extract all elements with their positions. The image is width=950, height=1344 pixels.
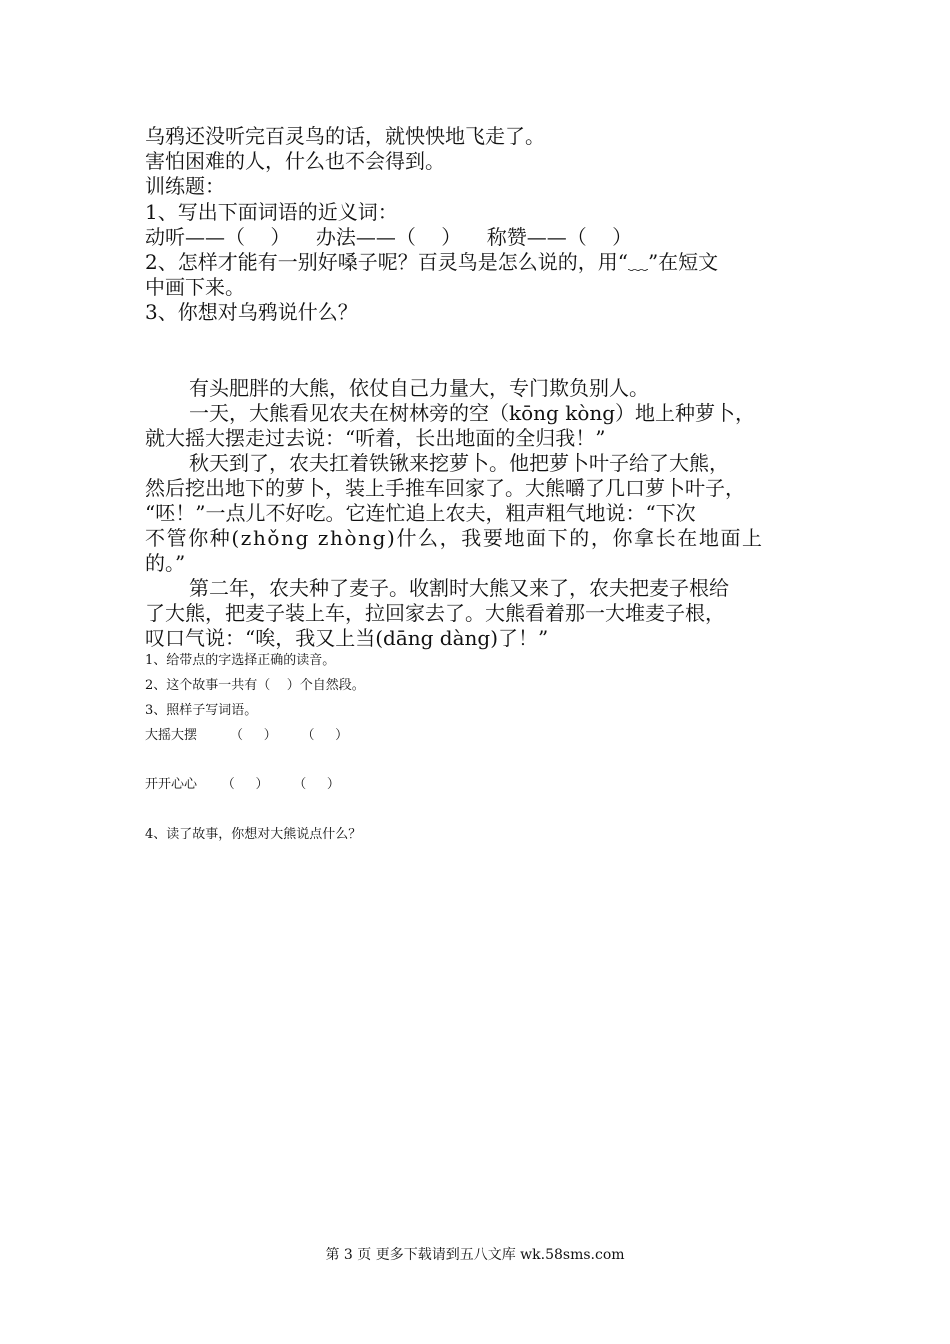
story-paragraph-3-cont: 然后挖出地下的萝卜，装上手推车回家了。大熊嚼了几口萝卜叶子， bbox=[145, 476, 745, 500]
text-line: 乌鸦还没听完百灵鸟的话，就怏怏地飞走了。 bbox=[145, 124, 545, 148]
story-paragraph-3-cont: 的。” bbox=[145, 551, 186, 575]
story-paragraph-4: 第二年，农夫种了麦子。收割时大熊又来了，农夫把麦子根给 bbox=[189, 576, 729, 600]
story-paragraph-1: 有头肥胖的大熊，依仗自己力量大，专门欺负别人。 bbox=[189, 376, 649, 400]
story-question-2: 2、这个故事一共有（ ）个自然段。 bbox=[145, 678, 365, 693]
story-question-4: 4、读了故事，你想对大熊说点什么？ bbox=[145, 827, 362, 842]
story-paragraph-2-cont: 就大摇大摆走过去说：“听着，长出地面的全归我！” bbox=[145, 426, 606, 450]
word-example-2: 开开心心 （ ） （ ） bbox=[145, 777, 340, 792]
question-2: 2、怎样才能有一别好嗓子呢？百灵鸟是怎么说的，用“﹏”在短文 bbox=[145, 250, 719, 274]
word-example-1: 大摇大摆 （ ） （ ） bbox=[145, 728, 349, 743]
text-line: 害怕困难的人，什么也不会得到。 bbox=[145, 149, 445, 173]
story-paragraph-2: 一天，大熊看见农夫在树林旁的空（kōng kòng）地上种萝卜， bbox=[189, 401, 756, 425]
story-paragraph-3-cont: 不管你种(zhǒng zhòng)什么，我要地面下的，你拿长在地面上 bbox=[145, 526, 764, 550]
page-footer: 第 3 页 更多下载请到五八文库 wk.58sms.com bbox=[325, 1247, 625, 1263]
question-1: 1、写出下面词语的近义词： bbox=[145, 200, 398, 224]
story-paragraph-4-cont: 了大熊，把麦子装上车，拉回家去了。大熊看着那一大堆麦子根， bbox=[145, 601, 725, 625]
story-question-1: 1、给带点的字选择正确的读音。 bbox=[145, 653, 336, 668]
story-paragraph-4-cont: 叹口气说：“唉，我又上当(dāng dàng)了！” bbox=[145, 626, 549, 650]
exercise-heading: 训练题： bbox=[145, 174, 225, 198]
story-question-3: 3、照样子写词语。 bbox=[145, 703, 258, 718]
question-3: 3、你想对乌鸦说什么？ bbox=[145, 300, 358, 324]
synonym-items: 动听——（ ） 办法——（ ） 称赞——（ ） bbox=[145, 225, 633, 249]
story-paragraph-3-cont: “呸！”一点儿不好吃。它连忙追上农夫，粗声粗气地说：“下次 bbox=[145, 501, 696, 525]
story-paragraph-3: 秋天到了，农夫扛着铁锹来挖萝卜。他把萝卜叶子给了大熊， bbox=[189, 451, 729, 475]
question-2-cont: 中画下来。 bbox=[145, 275, 245, 299]
